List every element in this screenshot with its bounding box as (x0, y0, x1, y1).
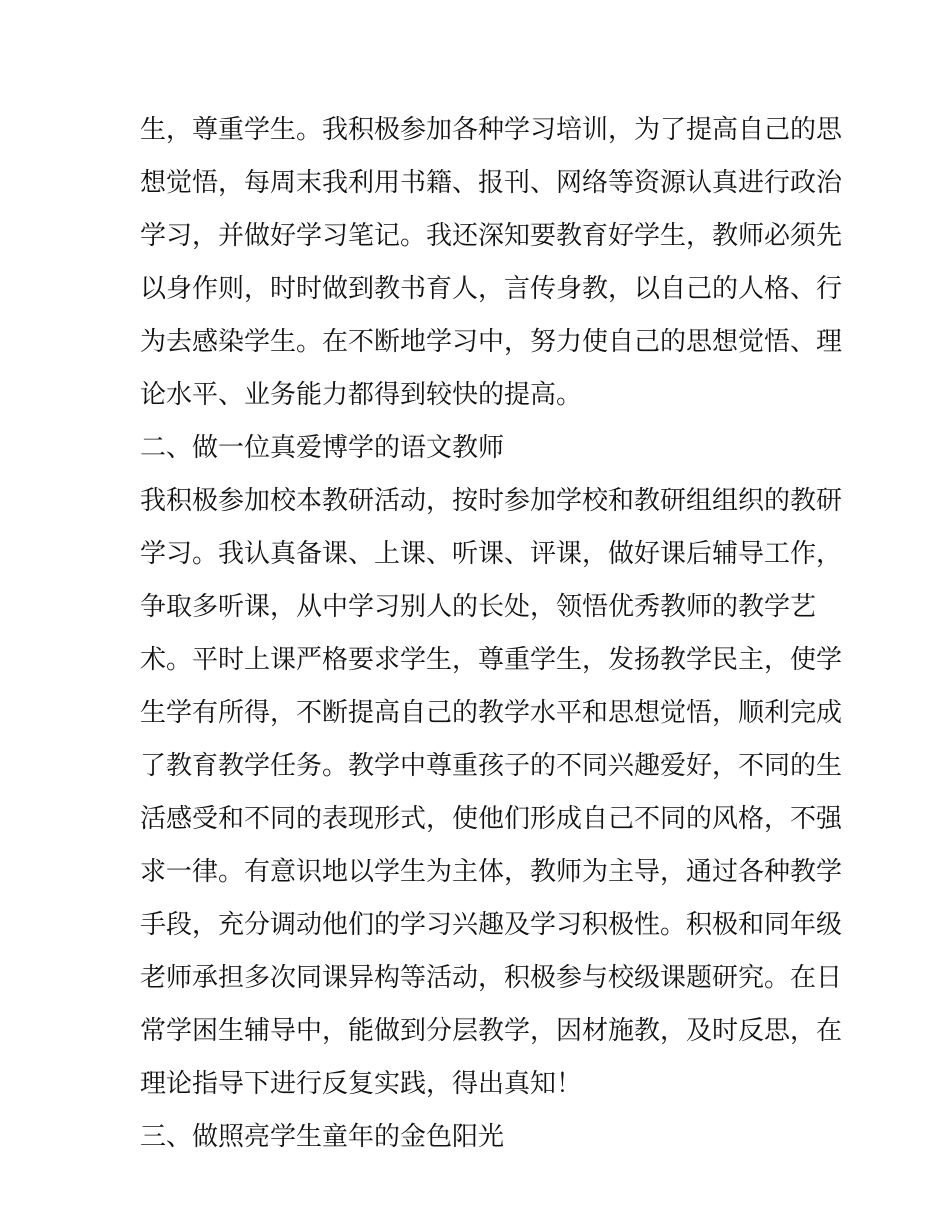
paragraph-line: 争取多听课，从中学习别人的长处，领悟优秀教师的教学艺 (140, 592, 817, 622)
paragraph-line: 老师承担多次同课异构等活动，积极参与校级课题研究。在日 (140, 963, 843, 993)
section-heading-2: 二、做一位真爱博学的语文教师 (140, 433, 505, 463)
paragraph-line: 想觉悟，每周末我利用书籍、报刊、网络等资源认真进行政治 (140, 168, 843, 198)
paragraph-line: 我积极参加校本教研活动，按时参加学校和教研组组织的教研 (140, 486, 843, 516)
paragraph-line: 了教育教学任务。教学中尊重孩子的不同兴趣爱好，不同的生 (140, 751, 843, 781)
paragraph-line: 生，尊重学生。我积极参加各种学习培训，为了提高自己的思 (140, 115, 843, 145)
paragraph-line: 理论指导下进行反复实践，得出真知！ (140, 1069, 583, 1099)
paragraph-line: 求一律。有意识地以学生为主体，教师为主导，通过各种教学 (140, 857, 843, 887)
paragraph-line: 学习，并做好学习笔记。我还深知要教育好学生，教师必须先 (140, 221, 843, 251)
paragraph-line: 学习。我认真备课、上课、听课、评课，做好课后辅导工作， (140, 539, 843, 569)
paragraph-line: 生学有所得，不断提高自己的教学水平和思想觉悟，顺利完成 (140, 698, 843, 728)
paragraph-line: 活感受和不同的表现形式，使他们形成自己不同的风格，不强 (140, 804, 843, 834)
paragraph-line: 术。平时上课严格要求学生，尊重学生，发扬教学民主，使学 (140, 645, 843, 675)
paragraph-line: 为去感染学生。在不断地学习中，努力使自己的思想觉悟、理 (140, 327, 843, 357)
paragraph-line: 常学困生辅导中，能做到分层教学，因材施教，及时反思，在 (140, 1016, 843, 1046)
paragraph-line: 论水平、业务能力都得到较快的提高。 (140, 380, 583, 410)
section-heading-3: 三、做照亮学生童年的金色阳光 (140, 1122, 505, 1152)
paragraph-line: 手段，充分调动他们的学习兴趣及学习积极性。积极和同年级 (140, 910, 843, 940)
paragraph-line: 以身作则，时时做到教书育人，言传身教，以自己的人格、行 (140, 274, 843, 304)
